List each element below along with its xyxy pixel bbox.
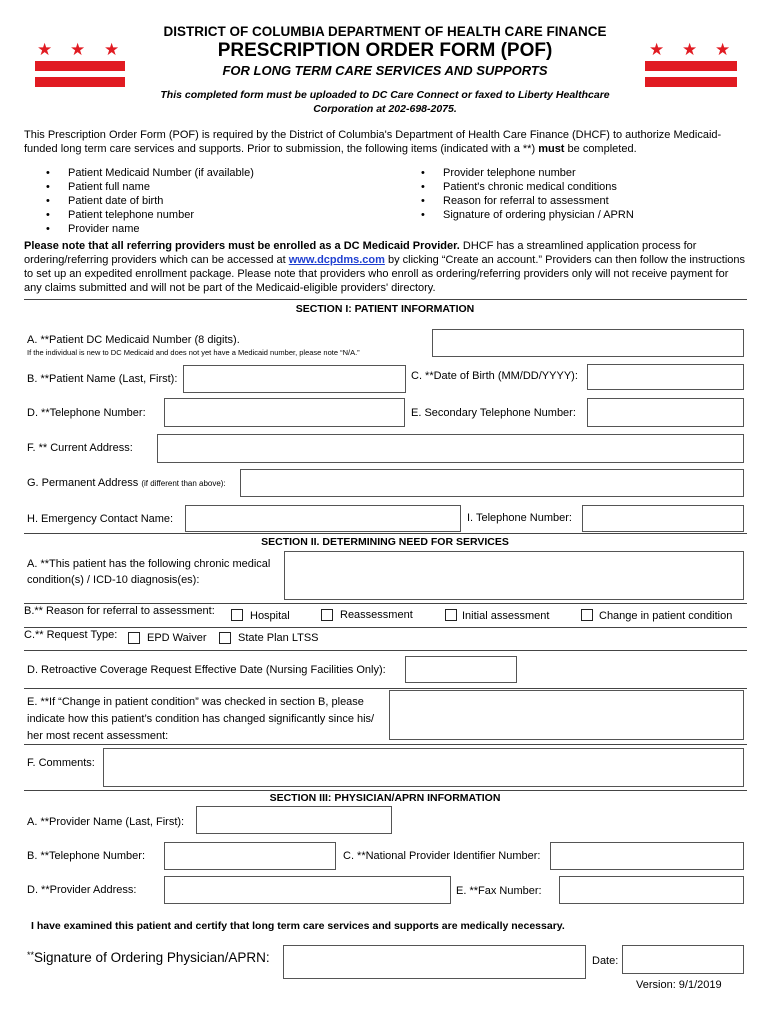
provider-name-label: A. **Provider Name (Last, First): — [27, 816, 185, 828]
npi-label: C. **National Provider Identifier Number: — [343, 850, 541, 862]
list-item: • Patient full name — [44, 180, 374, 194]
star-icon: ★ — [682, 40, 698, 59]
provider-address-label: D. **Provider Address: — [27, 884, 137, 896]
page-title: PRESCRIPTION ORDER FORM (POF) — [217, 40, 553, 61]
divider — [24, 744, 747, 745]
state-plan-ltss-option-label: State Plan LTSS — [238, 632, 319, 644]
patient-name-field[interactable] — [183, 365, 406, 393]
divider — [24, 688, 747, 689]
permanent-address-label: G. Permanent Address (if different than above): — [27, 477, 226, 489]
provider-phone-label: B. **Telephone Number: — [27, 850, 146, 862]
secondary-phone-label: E. Secondary Telephone Number: — [411, 407, 576, 419]
list-item: • Patient Medicaid Number (if available) — [44, 166, 374, 180]
date-label: Date: — [592, 955, 619, 967]
certification-statement: I have examined this patient and certify that long term care services and supports are medically necessary. — [31, 920, 565, 932]
chronic-conditions-label: A. **This patient has the following chronic medical condition(s) / ICD-10 diagnosis(es): — [27, 558, 271, 586]
reassessment-checkbox[interactable] — [321, 609, 333, 621]
divider — [24, 650, 747, 651]
chronic-conditions-field[interactable] — [284, 551, 744, 600]
flag-bar — [35, 77, 125, 87]
current-address-field[interactable] — [157, 434, 744, 463]
signature-label: **Signature of Ordering Physician/APRN: — [27, 950, 270, 965]
dob-label: C. **Date of Birth (MM/DD/YYYY): — [411, 370, 578, 382]
list-item: • Patient's chronic medical conditions — [419, 180, 739, 194]
epd-waiver-option-label: EPD Waiver — [147, 632, 207, 644]
flag-bar — [645, 77, 737, 87]
change-condition-option-label: Change in patient condition — [599, 610, 733, 622]
section-1-title: SECTION I: PATIENT INFORMATION — [295, 303, 475, 315]
patient-phone-field[interactable] — [164, 398, 405, 427]
provider-enrollment-note: Please note that all referring providers must be enrolled as a DC Medicaid Provider. DHCF has a streamlined application process for ordering/referring providers which can be accessed at www.dcpdms.com by clicking “Create an account.” Providers can then follow the instructions to set up an expedited enrollment package. Please note that providers who enroll as ordering/referring providers only will not receive payment for any claims submitted and will not be part of the Medicaid-eligible providers' directory. — [24, 240, 746, 294]
divider — [24, 533, 747, 534]
initial-assessment-checkbox[interactable] — [445, 609, 457, 621]
hospital-checkbox[interactable] — [231, 609, 243, 621]
provider-address-field[interactable] — [164, 876, 451, 904]
list-item: • Provider name — [44, 222, 374, 236]
required-items-left — [44, 166, 374, 236]
section-3-title: SECTION III: PHYSICIAN/APRN INFORMATION — [269, 792, 501, 804]
department-name: DISTRICT OF COLUMBIA DEPARTMENT OF HEALTH CARE FINANCE — [163, 24, 607, 39]
divider — [24, 790, 747, 791]
permanent-address-field[interactable] — [240, 469, 744, 497]
condition-change-field[interactable] — [389, 690, 744, 740]
state-plan-ltss-checkbox[interactable] — [219, 632, 231, 644]
patient-name-label: B. **Patient Name (Last, First): — [27, 373, 178, 385]
star-icon: ★ — [37, 40, 53, 59]
divider — [24, 627, 747, 628]
emergency-contact-field[interactable] — [185, 505, 461, 532]
version-label: Version: 9/1/2019 — [636, 979, 722, 991]
star-icon: ★ — [649, 40, 665, 59]
referral-reason-label: B.** Reason for referral to assessment: — [24, 605, 215, 617]
list-item: • Patient telephone number — [44, 208, 374, 222]
page-subtitle: FOR LONG TERM CARE SERVICES AND SUPPORTS — [222, 63, 548, 78]
emergency-phone-label: I. Telephone Number: — [467, 512, 572, 524]
npi-field[interactable] — [550, 842, 744, 870]
provider-phone-field[interactable] — [164, 842, 336, 870]
initial-assessment-option-label: Initial assessment — [462, 610, 550, 622]
date-field[interactable] — [622, 945, 744, 974]
retroactive-date-field[interactable] — [405, 656, 517, 683]
request-type-label: C.** Request Type: — [24, 629, 118, 641]
list-item: • Reason for referral to assessment — [419, 194, 739, 208]
retroactive-date-label: D. Retroactive Coverage Request Effective Date (Nursing Facilities Only): — [27, 664, 386, 676]
submission-notice: This completed form must be uploaded to DC Care Connect or faxed to Liberty Healthcare Corporation at 202-698-2075. — [160, 89, 610, 115]
fax-number-field[interactable] — [559, 876, 744, 904]
change-condition-checkbox[interactable] — [581, 609, 593, 621]
star-icon: ★ — [70, 40, 86, 59]
provider-name-field[interactable] — [196, 806, 392, 834]
star-icon: ★ — [104, 40, 120, 59]
current-address-label: F. ** Current Address: — [27, 442, 133, 454]
reassessment-option-label: Reassessment — [340, 609, 413, 621]
list-item: • Signature of ordering physician / APRN — [419, 208, 739, 222]
secondary-phone-field[interactable] — [587, 398, 744, 427]
fax-number-label: E. **Fax Number: — [456, 885, 542, 897]
epd-waiver-checkbox[interactable] — [128, 632, 140, 644]
section-2-title: SECTION II. DETERMINING NEED FOR SERVICES — [261, 536, 509, 548]
patient-phone-label: D. **Telephone Number: — [27, 407, 146, 419]
list-item: • Patient date of birth — [44, 194, 374, 208]
comments-label: F. Comments: — [27, 757, 95, 769]
emergency-contact-label: H. Emergency Contact Name: — [27, 513, 174, 525]
divider — [24, 603, 747, 604]
intro-paragraph: This Prescription Order Form (POF) is required by the District of Columbia's Department of Health Care Finance (DHCF) to authorize Medicaid-funded long term care services and supports. Prior to submission, the following items (indicated with a **) must be completed. — [24, 129, 722, 155]
condition-change-label: E. **If “Change in patient condition” was checked in section B, please indicate how this patient’s condition has changed significantly since his/ her most recent assessment: — [27, 696, 375, 742]
star-icon: ★ — [715, 40, 731, 59]
divider — [24, 299, 747, 300]
medicaid-number-field[interactable] — [432, 329, 744, 357]
dob-field[interactable] — [587, 364, 744, 390]
dcpdms-link[interactable]: www.dcpdms.com — [288, 254, 385, 266]
required-items-right — [419, 166, 739, 222]
signature-field[interactable] — [283, 945, 586, 979]
hospital-option-label: Hospital — [250, 610, 290, 622]
medicaid-number-label: A. **Patient DC Medicaid Number (8 digits). — [27, 334, 240, 346]
medicaid-number-note: If the individual is new to DC Medicaid and does not yet have a Medicaid number, please note “N/A.” — [27, 348, 360, 357]
emergency-phone-field[interactable] — [582, 505, 744, 532]
comments-field[interactable] — [103, 748, 744, 787]
list-item: • Provider telephone number — [419, 166, 739, 180]
